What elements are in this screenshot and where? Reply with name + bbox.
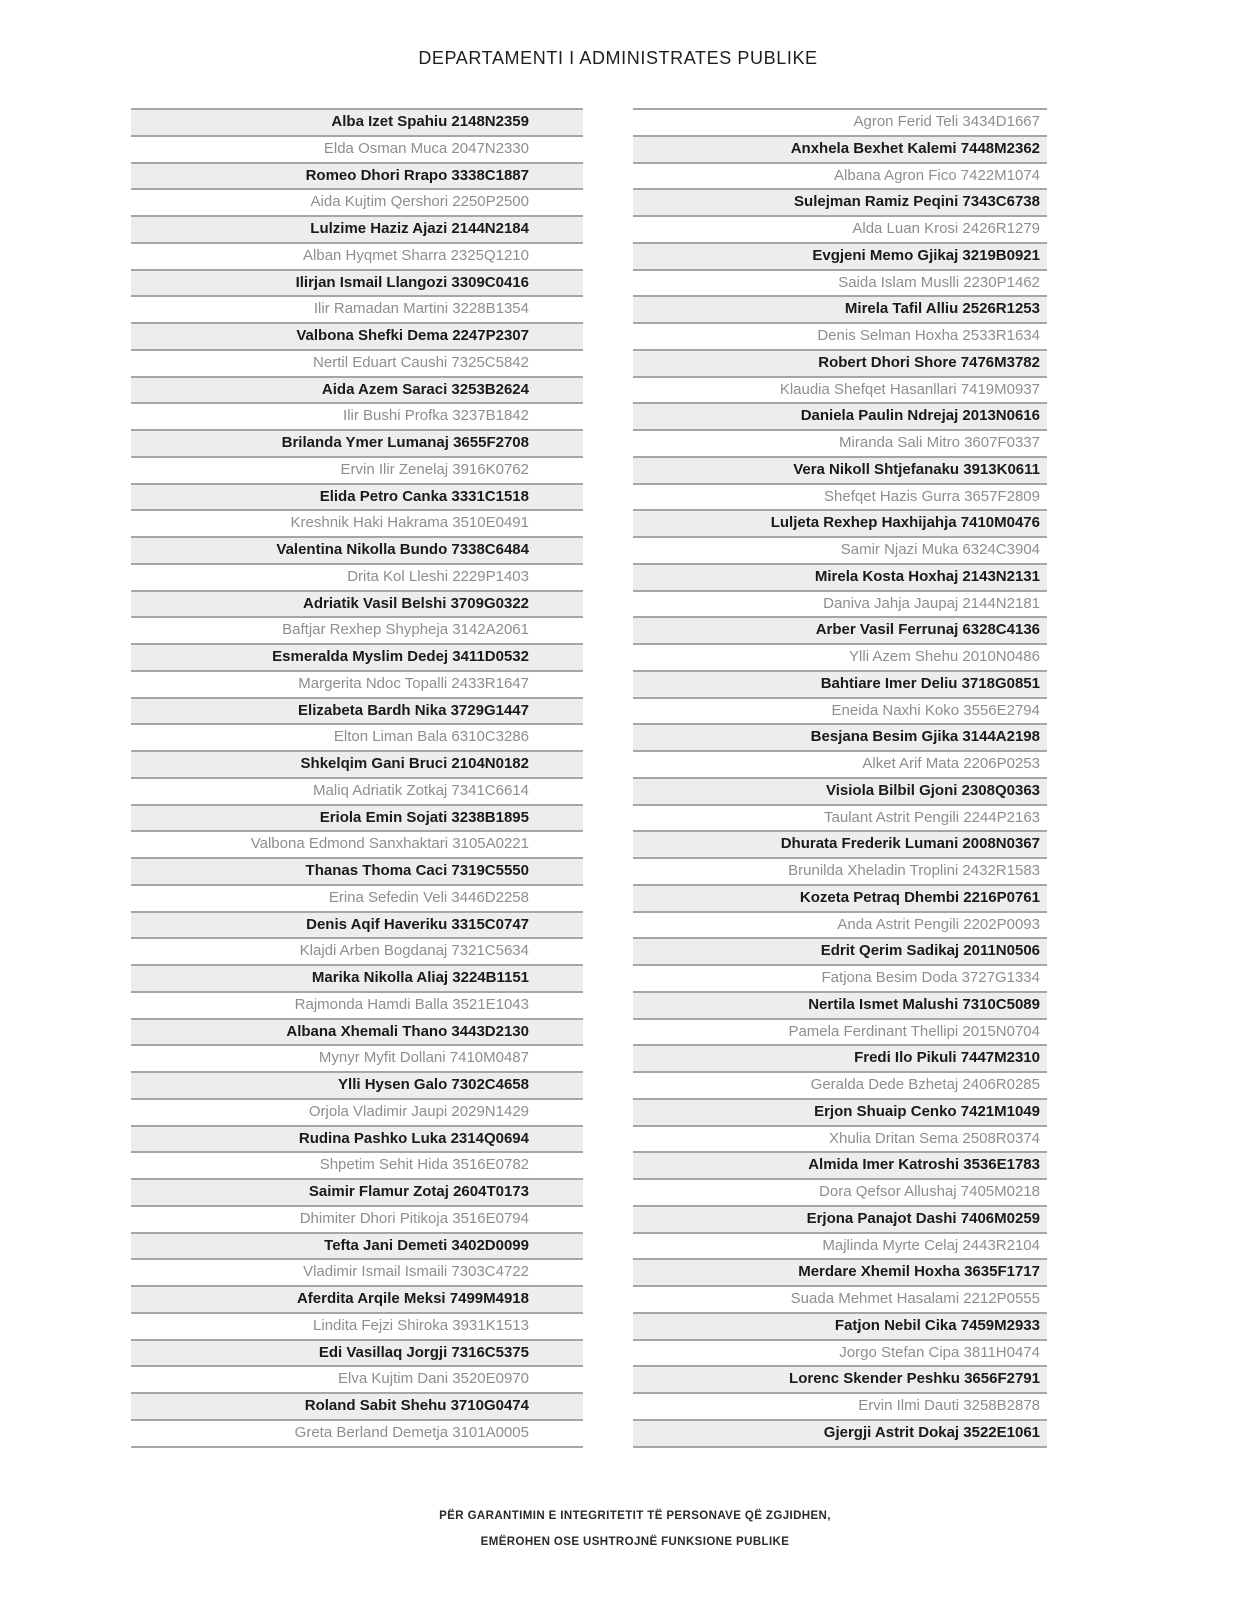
- list-item: Jorgo Stefan Cipa 3811H0474: [633, 1341, 1047, 1368]
- list-item: Majlinda Myrte Celaj 2443R2104: [633, 1234, 1047, 1261]
- list-item: Taulant Astrit Pengili 2244P2163: [633, 806, 1047, 833]
- list-item: Evgjeni Memo Gjikaj 3219B0921: [633, 244, 1047, 271]
- list-item: Dhurata Frederik Lumani 2008N0367: [633, 832, 1047, 859]
- list-item: Ilir Bushi Profka 3237B1842: [131, 404, 583, 431]
- list-item: Rudina Pashko Luka 2314Q0694: [131, 1127, 583, 1154]
- list-item: Arber Vasil Ferrunaj 6328C4136: [633, 618, 1047, 645]
- list-item: Gjergji Astrit Dokaj 3522E1061: [633, 1421, 1047, 1448]
- list-item: Albana Agron Fico 7422M1074: [633, 164, 1047, 191]
- list-item: Ervin Ilir Zenelaj 3916K0762: [131, 458, 583, 485]
- list-item: Albana Xhemali Thano 3443D2130: [131, 1020, 583, 1047]
- list-item: Valbona Shefki Dema 2247P2307: [131, 324, 583, 351]
- list-item: Xhulia Dritan Sema 2508R0374: [633, 1127, 1047, 1154]
- list-item: Pamela Ferdinant Thellipi 2015N0704: [633, 1020, 1047, 1047]
- list-item: Eriola Emin Sojati 3238B1895: [131, 806, 583, 833]
- list-item: Thanas Thoma Caci 7319C5550: [131, 859, 583, 886]
- list-item: Aida Azem Saraci 3253B2624: [131, 378, 583, 405]
- list-item: Anda Astrit Pengili 2202P0093: [633, 913, 1047, 940]
- list-item: Erjon Shuaip Cenko 7421M1049: [633, 1100, 1047, 1127]
- list-item: Mirela Kosta Hoxhaj 2143N2131: [633, 565, 1047, 592]
- list-item: Besjana Besim Gjika 3144A2198: [633, 725, 1047, 752]
- list-item: Ylli Hysen Galo 7302C4658: [131, 1073, 583, 1100]
- list-item: Erina Sefedin Veli 3446D2258: [131, 886, 583, 913]
- list-item: Bahtiare Imer Deliu 3718G0851: [633, 672, 1047, 699]
- list-item: Shefqet Hazis Gurra 3657F2809: [633, 485, 1047, 512]
- list-item: Elizabeta Bardh Nika 3729G1447: [131, 699, 583, 726]
- list-item: Maliq Adriatik Zotkaj 7341C6614: [131, 779, 583, 806]
- list-item: Adriatik Vasil Belshi 3709G0322: [131, 592, 583, 619]
- list-item: Klaudia Shefqet Hasanllari 7419M0937: [633, 378, 1047, 405]
- list-item: Lorenc Skender Peshku 3656F2791: [633, 1367, 1047, 1394]
- list-item: Brunilda Xheladin Troplini 2432R1583: [633, 859, 1047, 886]
- list-item: Esmeralda Myslim Dedej 3411D0532: [131, 645, 583, 672]
- list-item: Edi Vasillaq Jorgji 7316C5375: [131, 1341, 583, 1368]
- page-footer: [0, 1503, 1236, 1555]
- list-item: Baftjar Rexhep Shypheja 3142A2061: [131, 618, 583, 645]
- footer-line-2: EMËROHEN OSE USHTROJNË FUNKSIONE PUBLIKE: [480, 1536, 790, 1548]
- list-item: Samir Njazi Muka 6324C3904: [633, 538, 1047, 565]
- list-item: Aferdita Arqile Meksi 7499M4918: [131, 1287, 583, 1314]
- list-item: Miranda Sali Mitro 3607F0337: [633, 431, 1047, 458]
- list-item: Alda Luan Krosi 2426R1279: [633, 217, 1047, 244]
- list-item: Valentina Nikolla Bundo 7338C6484: [131, 538, 583, 565]
- list-item: Eneida Naxhi Koko 3556E2794: [633, 699, 1047, 726]
- list-item: Geralda Dede Bzhetaj 2406R0285: [633, 1073, 1047, 1100]
- list-item: Alban Hyqmet Sharra 2325Q1210: [131, 244, 583, 271]
- list-item: Denis Aqif Haveriku 3315C0747: [131, 913, 583, 940]
- list-item: Dora Qefsor Allushaj 7405M0218: [633, 1180, 1047, 1207]
- list-item: Orjola Vladimir Jaupi 2029N1429: [131, 1100, 583, 1127]
- list-item: Sulejman Ramiz Peqini 7343C6738: [633, 190, 1047, 217]
- list-item: Drita Kol Lleshi 2229P1403: [131, 565, 583, 592]
- list-item: Marika Nikolla Aliaj 3224B1151: [131, 966, 583, 993]
- list-item: Romeo Dhori Rrapo 3338C1887: [131, 164, 583, 191]
- list-item: Mynyr Myfit Dollani 7410M0487: [131, 1046, 583, 1073]
- list-item: Nertila Ismet Malushi 7310C5089: [633, 993, 1047, 1020]
- list-item: Shpetim Sehit Hida 3516E0782: [131, 1153, 583, 1180]
- list-item: Ylli Azem Shehu 2010N0486: [633, 645, 1047, 672]
- list-item: Elida Petro Canka 3331C1518: [131, 485, 583, 512]
- list-item: Nertil Eduart Caushi 7325C5842: [131, 351, 583, 378]
- list-item: Alba Izet Spahiu 2148N2359: [131, 110, 583, 137]
- list-item: Margerita Ndoc Topalli 2433R1647: [131, 672, 583, 699]
- footer-line-1: PËR GARANTIMIN E INTEGRITETIT TË PERSONAVE QË ZGJIDHEN,: [439, 1510, 831, 1522]
- list-item: Merdare Xhemil Hoxha 3635F1717: [633, 1260, 1047, 1287]
- list-item: Fatjon Nebil Cika 7459M2933: [633, 1314, 1047, 1341]
- list-item: Lindita Fejzi Shiroka 3931K1513: [131, 1314, 583, 1341]
- list-item: Visiola Bilbil Gjoni 2308Q0363: [633, 779, 1047, 806]
- list-item: Robert Dhori Shore 7476M3782: [633, 351, 1047, 378]
- list-item: Elva Kujtim Dani 3520E0970: [131, 1367, 583, 1394]
- list-item: Kozeta Petraq Dhembi 2216P0761: [633, 886, 1047, 913]
- list-item: Lulzime Haziz Ajazi 2144N2184: [131, 217, 583, 244]
- list-item: Suada Mehmet Hasalami 2212P0555: [633, 1287, 1047, 1314]
- list-item: Greta Berland Demetja 3101A0005: [131, 1421, 583, 1448]
- list-item: Ervin Ilmi Dauti 3258B2878: [633, 1394, 1047, 1421]
- list-item: Ilirjan Ismail Llangozi 3309C0416: [131, 271, 583, 298]
- list-item: Daniela Paulin Ndrejaj 2013N0616: [633, 404, 1047, 431]
- list-item: Almida Imer Katroshi 3536E1783: [633, 1153, 1047, 1180]
- list-item: Dhimiter Dhori Pitikoja 3516E0794: [131, 1207, 583, 1234]
- list-item: Luljeta Rexhep Haxhijahja 7410M0476: [633, 511, 1047, 538]
- list-item: Tefta Jani Demeti 3402D0099: [131, 1234, 583, 1261]
- name-list-left-column: [131, 108, 583, 1448]
- list-item: Aida Kujtim Qershori 2250P2500: [131, 190, 583, 217]
- list-item: Kreshnik Haki Hakrama 3510E0491: [131, 511, 583, 538]
- list-item: Alket Arif Mata 2206P0253: [633, 752, 1047, 779]
- list-item: Denis Selman Hoxha 2533R1634: [633, 324, 1047, 351]
- list-item: Saimir Flamur Zotaj 2604T0173: [131, 1180, 583, 1207]
- list-item: Fredi Ilo Pikuli 7447M2310: [633, 1046, 1047, 1073]
- name-list-right-column: [633, 108, 1047, 1448]
- page-title: DEPARTAMENTI I ADMINISTRATES PUBLIKE: [418, 48, 818, 68]
- list-item: Vera Nikoll Shtjefanaku 3913K0611: [633, 458, 1047, 485]
- list-item: Saida Islam Muslli 2230P1462: [633, 271, 1047, 298]
- list-item: Erjona Panajot Dashi 7406M0259: [633, 1207, 1047, 1234]
- list-item: Elda Osman Muca 2047N2330: [131, 137, 583, 164]
- list-item: Mirela Tafil Alliu 2526R1253: [633, 297, 1047, 324]
- list-item: Elton Liman Bala 6310C3286: [131, 725, 583, 752]
- list-item: Valbona Edmond Sanxhaktari 3105A0221: [131, 832, 583, 859]
- list-item: Agron Ferid Teli 3434D1667: [633, 110, 1047, 137]
- list-item: Klajdi Arben Bogdanaj 7321C5634: [131, 939, 583, 966]
- list-item: Edrit Qerim Sadikaj 2011N0506: [633, 939, 1047, 966]
- list-item: Rajmonda Hamdi Balla 3521E1043: [131, 993, 583, 1020]
- list-item: Brilanda Ymer Lumanaj 3655F2708: [131, 431, 583, 458]
- list-item: Daniva Jahja Jaupaj 2144N2181: [633, 592, 1047, 619]
- list-item: Fatjona Besim Doda 3727G1334: [633, 966, 1047, 993]
- list-item: Roland Sabit Shehu 3710G0474: [131, 1394, 583, 1421]
- list-item: Ilir Ramadan Martini 3228B1354: [131, 297, 583, 324]
- list-item: Vladimir Ismail Ismaili 7303C4722: [131, 1260, 583, 1287]
- list-item: Shkelqim Gani Bruci 2104N0182: [131, 752, 583, 779]
- list-item: Anxhela Bexhet Kalemi 7448M2362: [633, 137, 1047, 164]
